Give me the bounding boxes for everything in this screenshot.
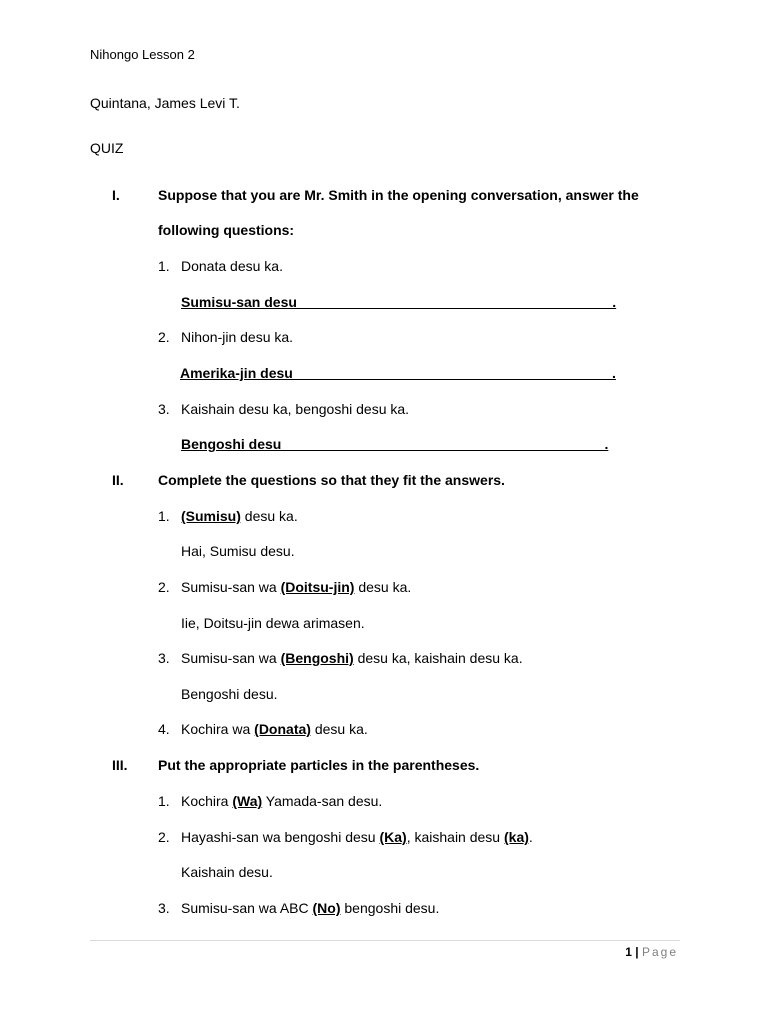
fill-answer: (No)	[312, 900, 341, 916]
footer-divider	[90, 940, 680, 941]
section-2-item-3-answer: Bengoshi desu.	[181, 686, 278, 702]
section-2-item-1-number: 1.	[158, 508, 170, 524]
page-number: 1	[625, 945, 632, 959]
student-name: Quintana, James Levi T.	[90, 95, 240, 111]
section-3-item-3-question: Sumisu-san wa ABC (No) bengoshi desu.	[181, 900, 440, 916]
section-3-item-3-number: 3.	[158, 900, 170, 916]
section-3-numeral: III.	[112, 757, 128, 773]
section-2-item-3-question: Sumisu-san wa (Bengoshi) desu ka, kaishain desu ka.	[181, 650, 523, 666]
fill-answer: (Doitsu-jin)	[280, 579, 355, 595]
section-1-item-2-question: Nihon-jin desu ka.	[181, 329, 294, 345]
section-2-item-1-answer: Hai, Sumisu desu.	[181, 543, 295, 559]
page-footer	[625, 945, 678, 959]
section-1-item-3-question: Kaishain desu ka, bengoshi desu ka.	[181, 401, 410, 417]
quiz-title: QUIZ	[90, 140, 124, 156]
section-3-instruction: Put the appropriate particles in the parentheses.	[158, 757, 480, 773]
section-1-item-1-answer: Sumisu-san desu ________________________________________.	[181, 294, 617, 310]
section-1-item-3-number: 3.	[158, 401, 170, 417]
section-1-item-3-answer: Bengoshi desu _________________________________________.	[181, 436, 609, 452]
section-3-item-1-question: Kochira (Wa) Yamada-san desu.	[181, 793, 383, 809]
section-3-item-2-answer: Kaishain desu.	[181, 864, 273, 880]
section-1-instruction-line2: following questions:	[158, 222, 295, 238]
section-1-item-1-question: Donata desu ka.	[181, 258, 283, 274]
section-1-numeral: I.	[112, 187, 120, 203]
section-2-item-4-number: 4.	[158, 721, 170, 737]
section-2-item-2-question: Sumisu-san wa (Doitsu-jin) desu ka.	[181, 579, 412, 595]
section-3-item-2-question: Hayashi-san wa bengoshi desu (Ka), kaishain desu (ka).	[181, 829, 533, 845]
section-3-item-2-number: 2.	[158, 829, 170, 845]
section-1-instruction-line1: Suppose that you are Mr. Smith in the opening conversation, answer the	[158, 187, 639, 203]
page-label: Page	[641, 945, 678, 959]
section-1-item-1-number: 1.	[158, 258, 170, 274]
section-2-item-1-question: (Sumisu) desu ka.	[181, 508, 298, 524]
section-2-item-2-number: 2.	[158, 579, 170, 595]
fill-answer: (Donata)	[254, 721, 311, 737]
section-1-item-2-number: 2.	[158, 329, 170, 345]
section-2-numeral: II.	[112, 472, 124, 488]
document-header: Nihongo Lesson 2	[90, 47, 195, 62]
fill-answer: (Wa)	[232, 793, 263, 809]
section-2-item-3-number: 3.	[158, 650, 170, 666]
section-1-item-2-answer: Amerika-jin desu_________________________________________.	[180, 365, 616, 381]
section-2-item-2-answer: Iie, Doitsu-jin dewa arimasen.	[181, 615, 365, 631]
fill-answer: (Ka)	[379, 829, 407, 845]
fill-answer: (ka)	[504, 829, 529, 845]
section-3-item-1-number: 1.	[158, 793, 170, 809]
fill-answer: (Bengoshi)	[280, 650, 354, 666]
section-2-item-4-question: Kochira wa (Donata) desu ka.	[181, 721, 368, 737]
fill-answer: (Sumisu)	[181, 508, 241, 524]
page-separator: |	[631, 945, 642, 959]
section-2-instruction: Complete the questions so that they fit the answers.	[158, 472, 505, 488]
